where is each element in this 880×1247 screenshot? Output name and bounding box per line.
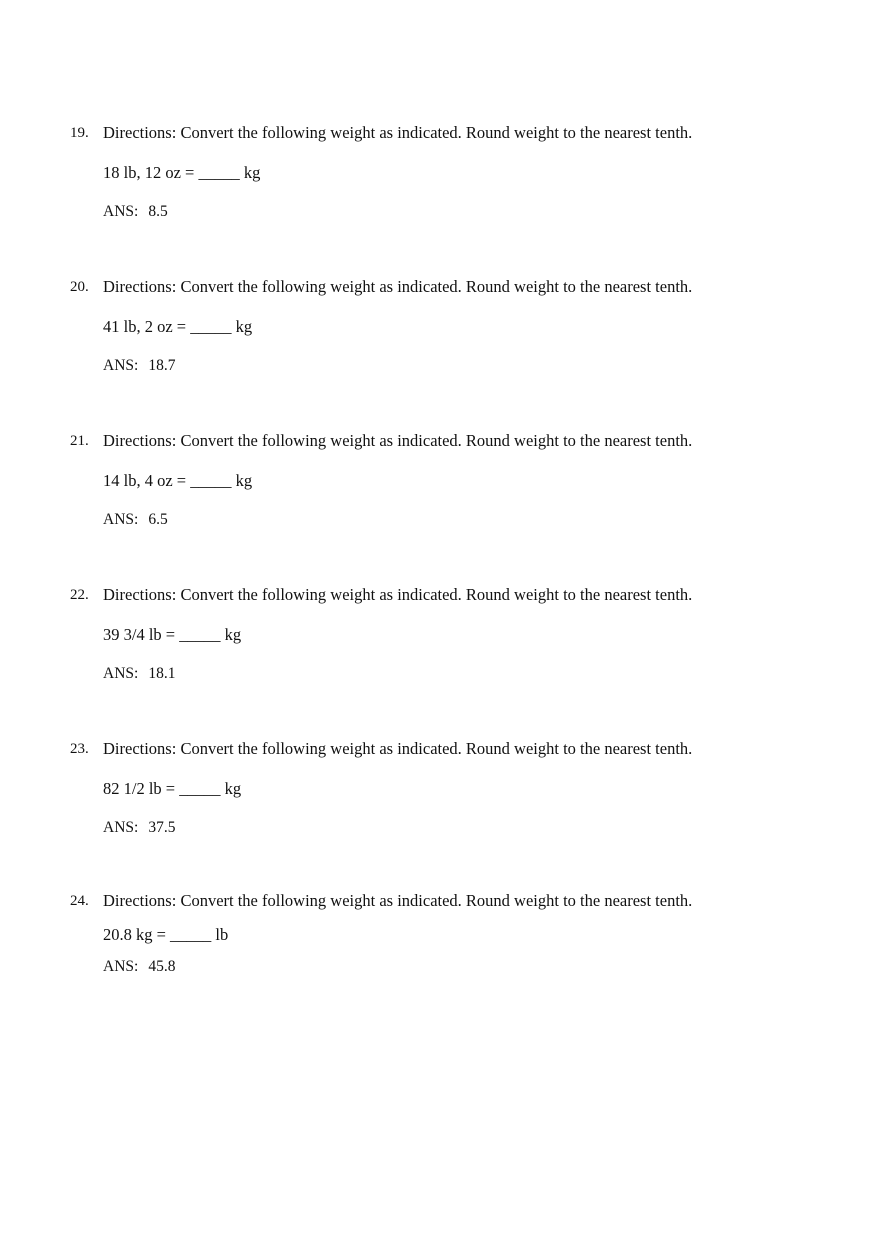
- question-directions: Directions: Convert the following weight as indicated. Round weight to the nearest tenth.: [103, 431, 693, 450]
- answer-value: 18.7: [148, 357, 176, 374]
- answer-value: 45.8: [148, 958, 176, 975]
- question-number: 21.: [70, 433, 89, 449]
- question-number: 22.: [70, 587, 89, 603]
- question-directions: Directions: Convert the following weight as indicated. Round weight to the nearest tenth.: [103, 739, 693, 758]
- question-directions: Directions: Convert the following weight as indicated. Round weight to the nearest tenth.: [103, 585, 693, 604]
- answer-label: ANS:: [103, 511, 139, 528]
- question-number: 24.: [70, 893, 89, 909]
- question-directions: Directions: Convert the following weight as indicated. Round weight to the nearest tenth.: [103, 123, 693, 142]
- answer-line: [103, 356, 175, 376]
- question-directions: Directions: Convert the following weight as indicated. Round weight to the nearest tenth.: [103, 891, 693, 910]
- question-problem: 18 lb, 12 oz = _____ kg: [103, 163, 261, 182]
- question-problem: 82 1/2 lb = _____ kg: [103, 779, 242, 798]
- answer-value: 6.5: [148, 511, 168, 528]
- answer-value: 8.5: [148, 203, 168, 220]
- question-problem: 41 lb, 2 oz = _____ kg: [103, 317, 253, 336]
- answer-line: [103, 510, 168, 530]
- answer-label: ANS:: [103, 819, 139, 836]
- question-problem: 39 3/4 lb = _____ kg: [103, 625, 242, 644]
- question-directions: Directions: Convert the following weight as indicated. Round weight to the nearest tenth.: [103, 277, 693, 296]
- answer-label: ANS:: [103, 665, 139, 682]
- answer-line: [103, 818, 175, 838]
- question-problem: 14 lb, 4 oz = _____ kg: [103, 471, 253, 490]
- question-number: 23.: [70, 741, 89, 757]
- question-number: 19.: [70, 125, 89, 141]
- answer-label: ANS:: [103, 958, 139, 975]
- answer-value: 37.5: [148, 819, 176, 836]
- answer-label: ANS:: [103, 357, 139, 374]
- question-number: 20.: [70, 279, 89, 295]
- answer-line: [103, 664, 175, 684]
- question-problem: 20.8 kg = _____ lb: [103, 925, 229, 944]
- answer-line: [103, 202, 168, 222]
- answer-line: [103, 957, 175, 977]
- answer-label: ANS:: [103, 203, 139, 220]
- answer-value: 18.1: [148, 665, 176, 682]
